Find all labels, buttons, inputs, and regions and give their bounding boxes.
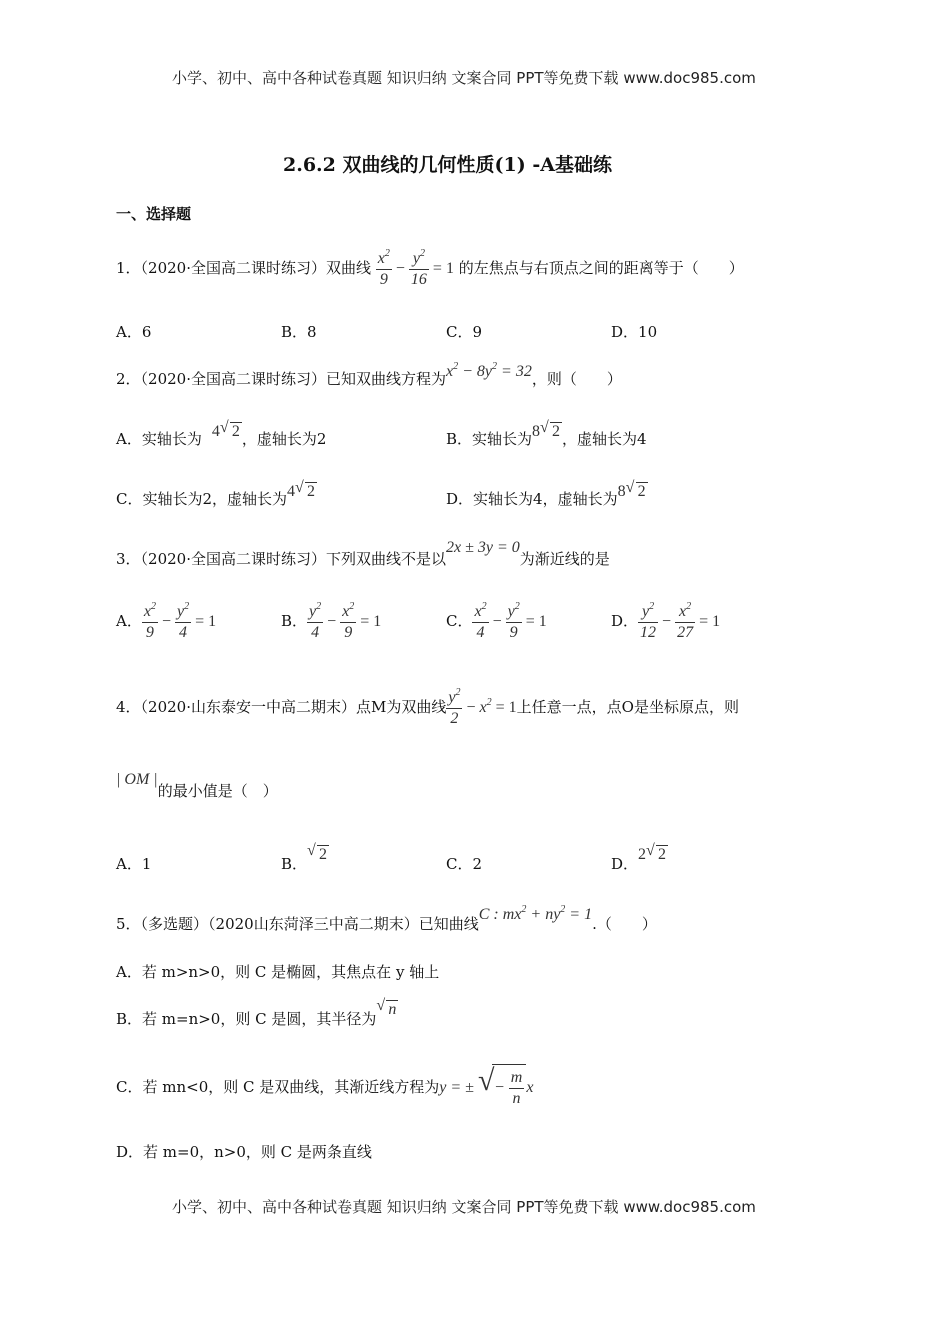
question-5 [116,904,657,934]
footer-banner: 小学、初中、高中各种试卷真题 知识归纳 文案合同 PPT等免费下载 www.doc985.com [172,1198,756,1216]
q2-option-a: A．实轴长为 4 √ 2 ，虚轴长为2 [116,419,327,448]
q3-formula: 2x ± 3y = 0 [446,539,520,556]
q3-option-c: C． $\frac{x^2}{4}$ − $\frac{y^2}{9}$ = 1 [446,600,547,641]
q4-prefix: 4．（2020·山东泰安一中高二期末）点M为双曲线 [116,698,447,716]
q2-formula: $x^2 - 8y^2 = 32$ [446,361,532,380]
question-2 [116,361,622,389]
q2-option-c: C．实轴长为2，虚轴长为4 √ 2 [116,479,316,508]
q5-prefix: 5．（多选题）（2020山东菏泽三中高二期末）已知曲线 [116,915,479,933]
section-heading: 一、选择题 [116,205,192,223]
q1-option-a: A．6 [116,323,152,341]
question-4: 4．（2020·山东泰安一中高二期末）点M为双曲线 $\frac{y^2}{2}$ − $x^2 = 1$上任意一点，点O是坐标原点，则 [116,686,739,727]
question-3 [116,539,610,569]
question-1: 1．（2020·全国高二课时练习）双曲线 $\frac{x^2}{9}$ − $\frac{y^2}{16}$ = 1 的左焦点与右顶点之间的距离等于（ ） [116,247,744,288]
q1-prefix: 1．（2020·全国高二课时练习）双曲线 [116,259,371,277]
q2-prefix: 2．（2020·全国高二课时练习）已知双曲线方程为 [116,370,446,388]
q5-option-a: A．若 m>n>0，则 C 是椭圆，其焦点在 y 轴上 [116,963,440,981]
q5-formula: C : $mx^2 + ny^2 = 1$ [478,904,593,923]
page-title: 2.6.2 双曲线的几何性质(1) -A基础练 [283,154,612,176]
q5-option-b: B．若 m=n>0，则 C 是圆，其半径为 √ n [116,997,397,1028]
q2-suffix: ，则（ ） [531,370,622,388]
header-banner: 小学、初中、高中各种试卷真题 知识归纳 文案合同 PPT等免费下载 www.doc985.com [172,69,756,87]
q3-prefix: 3．（2020·全国高二课时练习）下列双曲线不是以 [116,550,446,568]
q1-suffix: 的左焦点与右顶点之间的距离等于（ ） [458,259,744,277]
q4-option-a: A．1 [116,855,152,873]
q4-formula: $\frac{y^2}{2}$ [448,686,461,727]
q4-option-b: B． √ 2 [281,842,328,873]
q1-option-c: C．9 [446,323,483,341]
q2-option-d: D．实轴长为4，虚轴长为8 √ 2 [446,479,646,508]
q1-option-b: B．8 [281,323,317,341]
q5-option-c: C．若 mn<0，则 C 是双曲线，其渐近线方程为y = ± √ − $\frac{m}{n}$ x [116,1064,533,1111]
q5-suffix: .（ ） [592,915,657,933]
q3-option-b: B． $\frac{y^2}{4}$ − $\frac{x^2}{9}$ = 1 [281,600,382,641]
q1-formula: $\frac{x^2}{9}$ [377,247,390,288]
q2-option-b: B．实轴长为8 √ 2 ，虚轴长为4 [446,419,647,448]
q3-option-d: D． $\frac{y^2}{12}$ − $\frac{x^2}{27}$ = 1 [611,600,721,641]
q4-option-d: D．2 √ 2 [611,842,667,873]
q4-option-c: C．2 [446,855,483,873]
q3-option-a: A． $\frac{x^2}{9}$ − $\frac{y^2}{4}$ = 1 [116,600,217,641]
q5-option-d: D．若 m=0，n>0，则 C 是两条直线 [116,1143,372,1161]
q3-suffix: 为渐近线的是 [519,550,610,568]
q4-line2: | OM |的最小值是（ ） [116,771,278,800]
q1-option-d: D．10 [611,323,658,341]
q4-suffix: 上任意一点，点O是坐标原点，则 [516,698,739,716]
